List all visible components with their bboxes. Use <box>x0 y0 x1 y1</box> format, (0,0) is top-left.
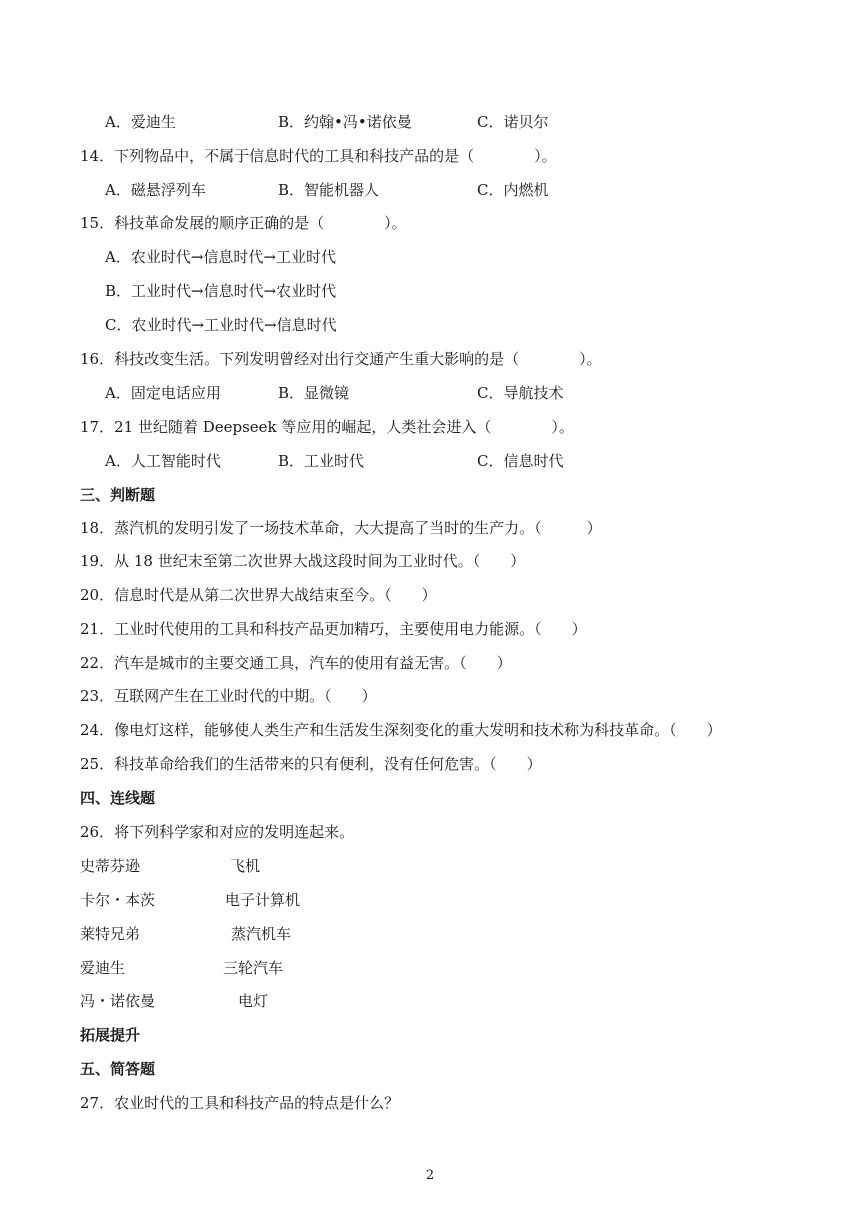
q15-option-a: A．农业时代→信息时代→工业时代 <box>105 248 336 266</box>
judgement-21: 21．工业时代使用的工具和科技产品更加精巧，主要使用电力能源。（ ） <box>80 620 587 638</box>
matching-scientist-2: 卡尔・本茨 <box>80 891 156 909</box>
matching-scientist-1: 史蒂芬逊 <box>80 857 141 875</box>
q14-option-b: B．智能机器人 <box>278 181 380 199</box>
q17-option-c: C．信息时代 <box>477 452 564 470</box>
page-number: 2 <box>425 1168 435 1183</box>
matching-invention-3: 蒸汽机车 <box>231 925 292 943</box>
judgement-24: 24．像电灯这样，能够使人类生产和生活发生深刻变化的重大发明和技术称为科技革命。（ ） <box>80 721 722 739</box>
matching-invention-5: 电灯 <box>238 992 269 1010</box>
q15-option-c: C．农业时代→工业时代→信息时代 <box>105 316 337 334</box>
judgement-22: 22．汽车是城市的主要交通工具，汽车的使用有益无害。（ ） <box>80 654 512 672</box>
q14-option-c: C．内燃机 <box>477 181 549 199</box>
judgement-25: 25．科技革命给我们的生活带来的只有便利，没有任何危害。（ ） <box>80 755 542 773</box>
q17-option-b: B．工业时代 <box>278 452 365 470</box>
q16-option-c: C．导航技术 <box>477 384 564 402</box>
q16-option-a: A．固定电话应用 <box>105 384 221 402</box>
q26-text: 26．将下列科学家和对应的发明连起来。 <box>80 823 355 841</box>
matching-scientist-4: 爱迪生 <box>80 959 126 977</box>
q27-text: 27．农业时代的工具和科技产品的特点是什么？ <box>80 1094 400 1112</box>
matching-invention-1: 飞机 <box>230 857 261 875</box>
matching-scientist-3: 莱特兄弟 <box>80 925 141 943</box>
q16-option-b: B．显微镜 <box>278 384 350 402</box>
q15-text: 15．科技革命发展的顺序正确的是（ ）。 <box>80 214 407 232</box>
section-heading-short-answer: 五、简答题 <box>80 1060 156 1078</box>
q14-text: 14．下列物品中，不属于信息时代的工具和科技产品的是（ ）。 <box>80 147 557 165</box>
q17-text: 17．21 世纪随着 Deepseek 等应用的崛起，人类社会进入（ ）。 <box>80 418 574 436</box>
q17-option-a: A．人工智能时代 <box>105 452 221 470</box>
judgement-18: 18．蒸汽机的发明引发了一场技术革命，大大提高了当时的生产力。（ ） <box>80 519 602 537</box>
judgement-20: 20．信息时代是从第二次世界大战结束至今。（ ） <box>80 586 437 604</box>
q15-option-b: B．工业时代→信息时代→农业时代 <box>105 282 337 300</box>
matching-scientist-5: 冯・诺依曼 <box>80 992 156 1010</box>
extension-heading: 拓展提升 <box>80 1026 141 1044</box>
section-heading-judgement: 三、判断题 <box>80 486 156 504</box>
judgement-23: 23．互联网产生在工业时代的中期。（ ） <box>80 687 377 705</box>
q13-option-c: C．诺贝尔 <box>477 113 549 131</box>
matching-invention-2: 电子计算机 <box>225 891 301 909</box>
q14-option-a: A．磁悬浮列车 <box>105 181 206 199</box>
q13-option-a: A．爱迪生 <box>105 113 176 131</box>
judgement-19: 19．从 18 世纪末至第二次世界大战这段时间为工业时代。（ ） <box>80 552 526 570</box>
q16-text: 16．科技改变生活。下列发明曾经对出行交通产生重大影响的是（ ）。 <box>80 350 602 368</box>
matching-invention-4: 三轮汽车 <box>223 959 284 977</box>
section-heading-matching: 四、连线题 <box>80 789 156 807</box>
q13-option-b: B．约翰•冯•诺依曼 <box>278 113 412 131</box>
